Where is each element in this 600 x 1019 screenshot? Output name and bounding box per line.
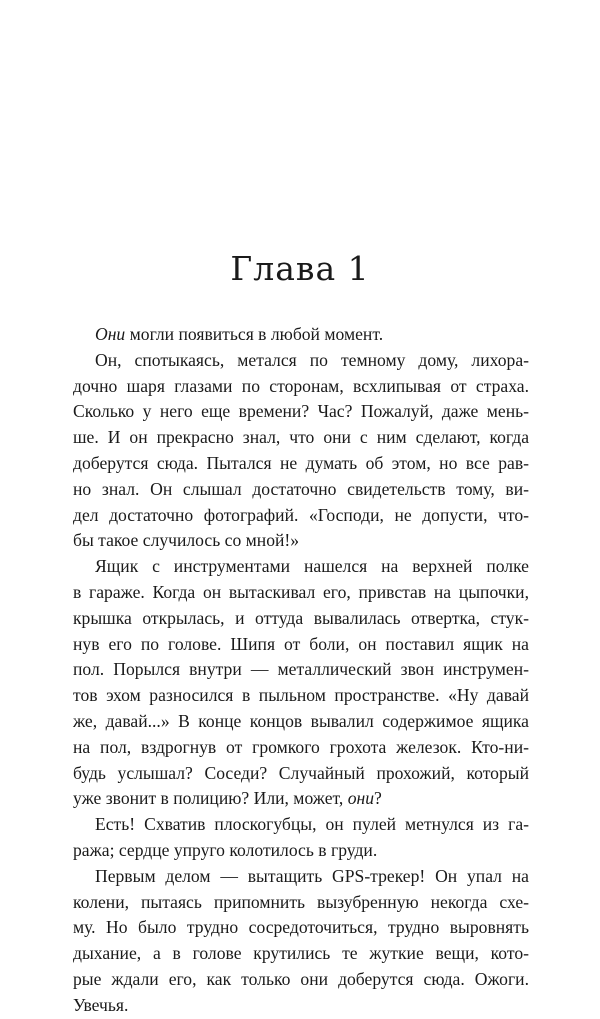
- text-line: но знал. Он слышал достаточно свидетельств тому, ви-: [73, 478, 529, 499]
- chapter-body: [73, 322, 529, 1019]
- text-segment: могли появиться в любой момент.: [125, 324, 384, 344]
- text-line: [73, 786, 529, 812]
- text-line: му. Но было трудно сосредоточиться, трудно выровнять: [73, 917, 529, 938]
- text-line: будь услышал? Соседи? Случайный прохожий, который: [73, 762, 529, 783]
- text-line: дел достаточно фотографий. «Господи, не допусти, что-: [73, 504, 529, 525]
- text-line: нув его по голове. Шипя от боли, он поставил ящик на: [73, 633, 529, 654]
- text-line: Сколько у него еще времени? Час? Пожалуй, даже мень-: [73, 401, 529, 422]
- text-line: Ящик с инструментами нашелся на верхней полке: [95, 556, 529, 577]
- text-line: на пол, вздрогнув от громкого грохота железок. Кто-ни-: [73, 736, 529, 757]
- text-segment: ?: [374, 788, 382, 809]
- text-line: дыхание, а в голове крутились те жуткие вещи, кото-: [73, 943, 529, 964]
- text-line: тов эхом разносился в пыльном пространстве. «Ну давай: [73, 685, 529, 706]
- text-line: пол. Порылся внутри — металлический звон инструмен-: [73, 659, 529, 680]
- text-line: Увечья.: [73, 994, 129, 1015]
- text-line: рые ждали его, как только они доберутся сюда. Ожоги.: [73, 968, 529, 989]
- italic-text: они: [347, 788, 375, 809]
- text-line: [73, 322, 529, 348]
- text-line: Первым делом — вытащить GPS-трекер! Он упал на: [95, 865, 529, 886]
- text-line: доберутся сюда. Пытался не думать об этом, но все рав-: [73, 452, 529, 473]
- text-line: дочно шаря глазами по сторонам, всхлипывая от страха.: [73, 375, 529, 396]
- italic-text: Они: [95, 324, 126, 344]
- chapter-title: Глава 1: [230, 249, 370, 288]
- text-line: бы такое случилось со мной!»: [73, 530, 300, 551]
- text-line: Он, спотыкаясь, метался по темному дому, лихора-: [95, 349, 529, 370]
- text-line: ража; сердце упруго колотилось в груди.: [73, 839, 378, 860]
- text-line: крышка открылась, и оттуда вывалилась отвертка, стук-: [73, 607, 529, 628]
- text-line: Есть! Схватив плоскогубцы, он пулей метнулся из га-: [95, 814, 529, 835]
- text-line: в гараже. Когда он вытаскивал его, привстав на цыпочки,: [73, 581, 529, 602]
- text-segment: уже звонит в полицию? Или, может,: [73, 788, 348, 809]
- text-line: ше. И он прекрасно знал, что они с ним сделают, когда: [73, 427, 529, 448]
- text-line: колени, пытаясь припомнить вызубренную некогда схе-: [73, 891, 529, 912]
- text-line: же, давай...» В конце концов вывалил содержимое ящика: [73, 710, 529, 731]
